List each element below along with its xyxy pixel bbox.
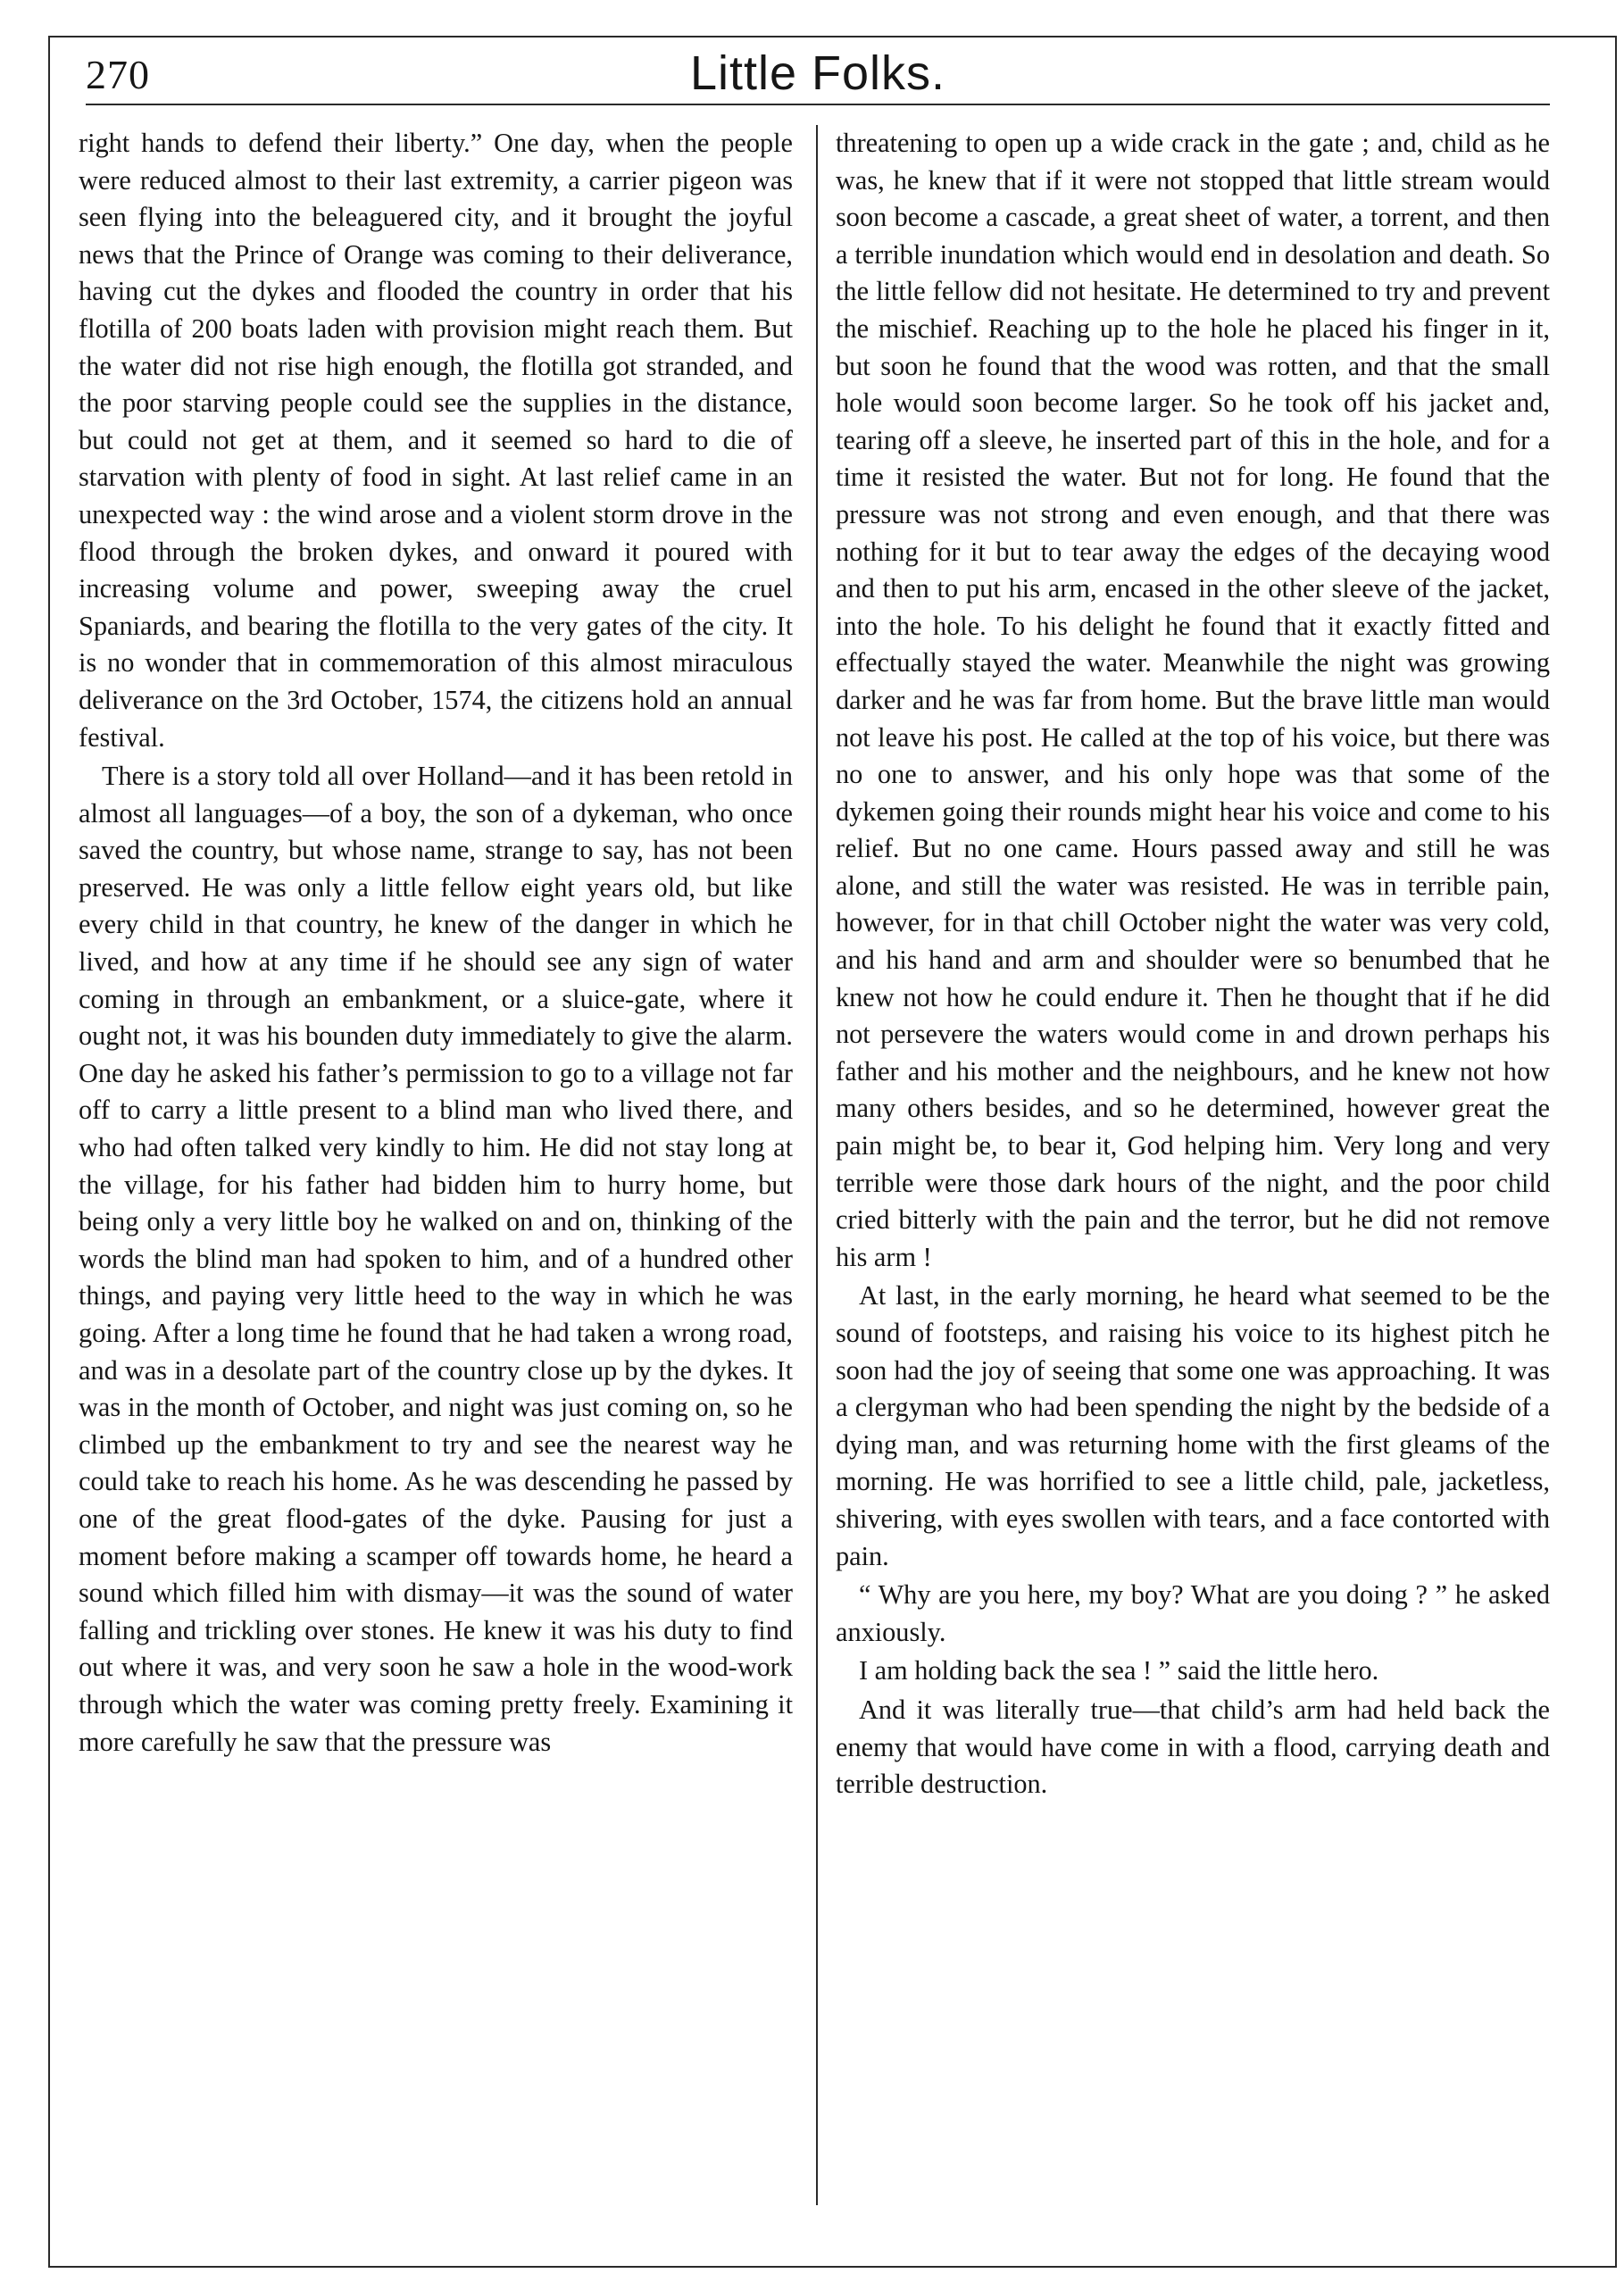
paragraph: “ Why are you here, my boy? What are you doing ? ” he asked anxiously.	[836, 1579, 1550, 1647]
paragraph: I am holding back the sea ! ” said the little hero.	[859, 1655, 1379, 1686]
journal-title: Little Folks.	[689, 46, 946, 100]
header-rule	[86, 104, 1550, 105]
column-divider	[816, 125, 818, 2205]
left-column	[79, 125, 793, 1761]
page-number: 270	[86, 52, 150, 97]
paragraph: right hands to defend their liberty.” One day, when the people were reduced almost to their last extremity, a carrier pigeon was seen flying into the beleaguered city, and it brought the joyful news that the Prince of Orange was coming to their deliverance, having cut the dykes and flooded the country in order that his flotilla of 200 boats laden with provision might reach them. But the water did not rise high enough, the flotilla got stranded, and the poor starving people could see the supplies in the distance, but could not get at them, and it seemed so hard to die of starvation with plenty of food in sight. At last relief came in an unexpected way : the wind arose and a violent storm drove in the flood through the broken dykes, and onward it poured with increasing volume and power, sweeping away the cruel Spaniards, and bearing the flotilla to the very gates of the city. It is no wonder that in commemoration of this almost miraculous deliverance on the 3rd October, 1574, the citizens hold an annual festival.	[79, 128, 793, 753]
paragraph: At last, in the early morning, he heard what seemed to be the sound of footsteps, and raising his voice to its highest pitch he soon had the joy of seeing that some one was approaching. It was a clergyman who had been spending the night by the bedside of a dying man, and was returning home with the first gleams of the morning. He was horrified to see a little child, pale, jacketless, shivering, with eyes swollen with tears, and a face contorted with pain.	[836, 1280, 1550, 1571]
right-column	[836, 125, 1550, 1803]
paragraph: And it was literally true—that child’s arm had held back the enemy that would have come in with a flood, carrying death and terrible destruction.	[836, 1694, 1550, 1800]
paragraph: threatening to open up a wide crack in the gate ; and, child as he was, he knew that if it were not stopped that little stream would soon become a cascade, a great sheet of water, a torrent, and then a terrible inundation which would end in desolation and death. So the little fellow did not hesitate. He determined to try and prevent the mischief. Reaching up to the hole he placed his finger in it, but soon he found that the wood was rotten, and that the small hole would soon become larger. So he took off his jacket and, tearing off a sleeve, he inserted part of this in the hole, and for a time it resisted the water. But not for long. He found that the pressure was not strong and even enough, and that there was nothing for it but to tear away the edges of the decaying wood and then to put his arm, encased in the other sleeve of the jacket, into the hole. To his delight he found that it exactly fitted and effectually stayed the water. Meanwhile the night was growing darker and he was far from home. But the brave little man would not leave his post. He called at the top of his voice, but there was no one to answer, and his only hope was that some of the dykemen going their rounds might hear his voice and come to his relief. But no one came. Hours passed away and still he was alone, and still the water was resisted. He was in terrible pain, however, for in that chill October night the water was very cold, and his hand and arm and shoulder were so benumbed that he knew not how he could endure it. Then he thought that if he did not persevere the waters would come in and drown perhaps his father and his mother and the neighbours, and he knew not how many others besides, and so he determined, however great the pain might be, to bear it, God helping him. Very long and very terrible were those dark hours of the night, and the poor child cried bitterly with the pain and the terror, but he did not remove his arm !	[836, 128, 1550, 1272]
paragraph: There is a story told all over Holland—and it has been retold in almost all languages—of a boy, the son of a dykeman, who once saved the country, but whose name, strange to say, has not been preserved. He was only a little fellow eight years old, but like every child in that country, he knew of the danger in which he lived, and how at any time if he should see any sign of water coming in through an embankment, or a sluice-gate, where it ought not, it was his bounden duty immediately to give the alarm. One day he asked his father’s permission to go to a village not far off to carry a little present to a blind man who lived there, and who had often talked very kindly to him. He did not stay long at the village, for his father had bidden him to hurry home, but being only a very little boy he walked on and on, thinking of the words the blind man had spoken to him, and of a hundred other things, and paying very little heed to the way in which he was going. After a long time he found that he had taken a wrong road, and was in a desolate part of the country close up by the dykes. It was in the month of October, and night was just coming on, so he climbed up the embankment to try and see the nearest way he could take to reach his home. As he was descending he passed by one of the great flood-gates of the dyke. Pausing for just a moment before making a scamper off towards home, he heard a sound which filled him with dismay—it was the sound of water falling and trickling over stones. He knew it was his duty to find out where it was, and very soon he saw a hole in the wood-work through which the water was coming pretty freely. Examining it more carefully he saw that the pressure was	[79, 761, 793, 1757]
page-header	[86, 45, 1550, 102]
